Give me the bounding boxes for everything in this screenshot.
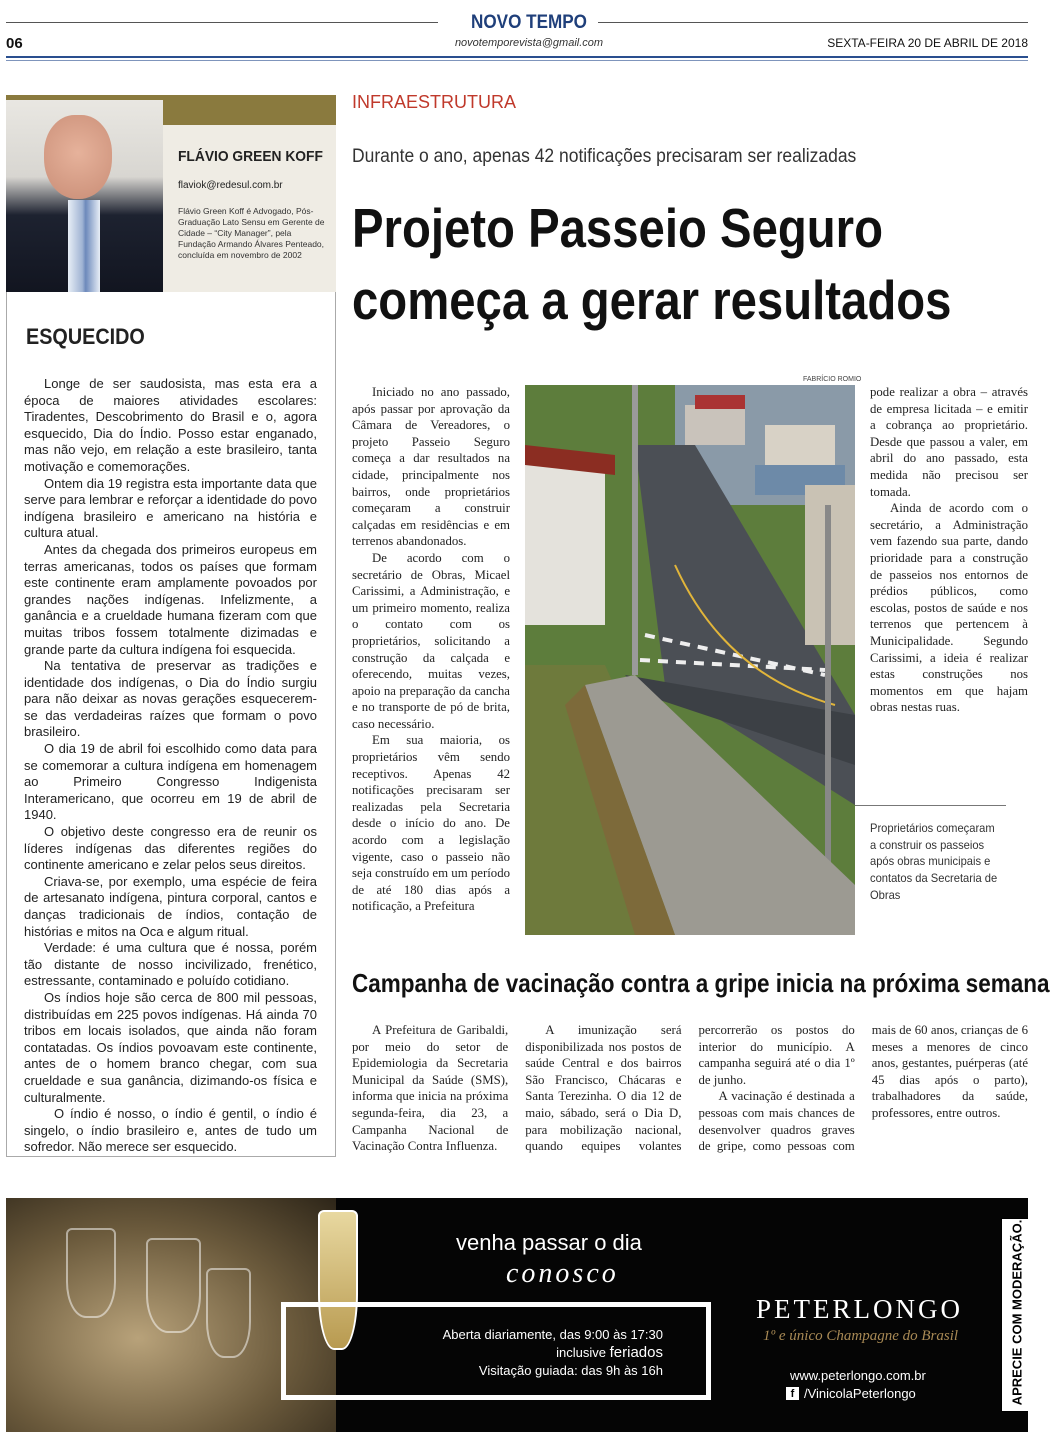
paragraph: Ainda de acordo com o secretário, a Administração vem fazendo sua parte, dando prioridade para a construção de passeios nos entornos de prédios públicos, como escolas, postos de saúde e nos terrenos que pertencem à Municipalidade. Segundo Carissimi, a ideia é realizar estas construções nos momentos em que hajam obras nestas ruas. <box>870 501 1028 715</box>
ad-website-link[interactable]: www.peterlongo.com.br <box>790 1368 926 1383</box>
paragraph: A imunização será disponibilizada nos postos de saúde Central e dos bairros São Francisco, Chácaras e Santa Terezinha. O dia 12 de maio, sábado, será o Dia D, para mobilização nacional, quando equipes volantes percorrerão os postos do interior do município. A campanha seguirá até o dia 1º de junho. <box>525 1023 855 1154</box>
headline-line: começa a gerar resultados <box>352 269 952 331</box>
author-name: FLÁVIO GREEN KOFF <box>178 148 323 165</box>
article-column-1 <box>352 384 510 915</box>
paragraph: Verdade: é uma cultura que é nossa, porém tão distante de nosso incivilizado, frenético, estressante, contaminado e poluído cotidiano. <box>24 940 317 989</box>
headline-line: Projeto Passeio Seguro <box>352 197 883 259</box>
paragraph: Antes da chegada dos primeiros europeus em terras americanas, todos os países que formam este continente eram amplamente povoados por grandes nações indígenas. Infelizmente, a ganância e a crueldade humana fizeram com que muitas tribos fossem totalmente dizimadas e grande parte da cultura indígena foi esquecida. <box>24 541 317 657</box>
section-kicker: INFRAESTRUTURA <box>352 92 517 112</box>
peterlongo-advertisement[interactable] <box>6 1198 1028 1432</box>
article-column-3 <box>870 384 1028 716</box>
paragraph: De acordo com o secretário de Obras, Micael Carissimi, a Administração, e um primeiro momento, realiza o contato com os proprietários, solicitando a construção da calçada e oferecendo, muitas vezes, apoio na preparação da cancha e no transporte de pó de brita, caso necessário. <box>352 550 510 731</box>
hours-line: Aberta diariamente, das 9:00 às 17:30 <box>442 1327 663 1342</box>
paragraph: Ontem dia 19 registra esta importante data que serve para lembrar e reforçar a identidade do povo indígena brasileiro e americano na história e cultura atual. <box>24 475 317 541</box>
alcohol-warning <box>1001 1218 1028 1412</box>
paragraph: O objetivo deste congresso era de reunir os líderes indígenas das diferentes regiões do continente americano e zelar pelos seus direitos. <box>24 824 317 873</box>
paragraph: Os índios hoje são cerca de 800 mil pessoas, distribuídas em 225 povos indígenas. Há ainda 70 tribos em locais isolados, que ainda não foram contatadas. Os índios povoavam este continente, antes de o homem branco chegar, com sua crueldade e sua ganância, dizimando-os física e culturalmente. <box>24 989 317 1105</box>
caption-rule <box>855 805 1006 806</box>
paragraph: A Prefeitura de Garibaldi, por meio do setor de Epidemiologia da Secretaria Municipal da Saúde (SMS), informa que inicia na próxima segunda-feira, dia 23, a Campanha Nacional de Vacinação Contra Influenza. <box>352 1023 509 1154</box>
paragraph: Na tentativa de preservar as tradições e identidade dos indígenas, o Dia do Índio surgiu para não deixar as novas gerações esquecerem-se das verdadeiras raízes que formam o povo brasileiro. <box>24 658 317 740</box>
header-divider <box>6 60 1028 61</box>
photo-credit: FABRÍCIO ROMIO <box>803 376 862 383</box>
paragraph: Em sua maioria, os proprietários vêm sendo receptivos. Apenas 42 notificações precisaram ser realizadas pela Secretaria desde o início do ano. De acordo com a legislação vigente, caso o passeio não seja construído em um período de até 180 dias após a notificação, a Prefeitura <box>352 733 510 914</box>
paragraph: Longe de ser saudosista, mas esta era a época de maiores atividades escolares: Tiradentes, Descobrimento do Brasil e o, agora esquecido, Dia do Índio. Posso estar enganado, mas não vejo, em relação a este brasileiro, tanta motivação e comemorações. <box>24 376 317 474</box>
peterlongo-logo: PETERLONGO <box>756 1294 963 1324</box>
column-body <box>24 376 317 1156</box>
newspaper-email: novotemporevista@gmail.com <box>454 37 604 49</box>
hours-text: inclusive <box>556 1345 610 1360</box>
paragraph: O dia 19 de abril foi escolhido como data para se comemorar a cultura indígena em homenagem ao Primeiro Congresso Indigenista Interamericano, que ocorreu em 19 de abril de 1940. <box>24 741 317 823</box>
author-bio: Flávio Green Koff é Advogado, Pós-Graduação Lato Sensu em Gerente de Cidade – “City Manager”, pela Fundação Armando Álvares Penteado, concluída em novembro de 2002 <box>178 206 325 260</box>
ad-facebook-link[interactable] <box>786 1386 916 1401</box>
brand-tagline: 1º e único Champagne do Brasil <box>763 1328 959 1344</box>
paragraph: pode realizar a obra – através de empresa licitada – e emitir a cobrança ao proprietário. Desde que passou a valer, em abril do ano passado, esta medida não precisou ser tomada. <box>870 385 1028 499</box>
header-divider <box>6 56 1028 58</box>
article-subtitle: Durante o ano, apenas 42 notificações precisaram ser realizadas <box>352 146 857 167</box>
hours-line <box>281 1344 663 1362</box>
warning-text: APRECIE COM MODERAÇÃO. <box>1009 1219 1025 1406</box>
paragraph: Iniciado no ano passado, após passar por aprovação da Câmara de Vereadores, o projeto Passeio Seguro começa a dar resultados na cidade, principalmente nos bairros, onde proprietários começaram a construir calçadas em residências e em terrenos abandonados. <box>352 385 510 549</box>
newspaper-title: NOVO TEMPO <box>471 12 587 33</box>
author-email: flaviok@redesul.com.br <box>178 180 283 191</box>
ad-slogan-line1: venha passar o dia <box>456 1230 642 1255</box>
paragraph: O índio é nosso, o índio é gentil, o índio é singelo, o índio brasileiro e, antes de tudo um sofredor. Não merece ser esquecido. <box>24 1106 317 1155</box>
ad-slogan-line2: conosco <box>506 1258 619 1289</box>
article2-body <box>352 1022 1028 1162</box>
article-headline <box>352 192 951 336</box>
author-photo <box>6 100 163 292</box>
paragraph: Criava-se, por exemplo, uma espécie de feira de artesanato indígena, pintura corporal, cantos e danças tradicionais de índios, contação de histórias e mitos na Oca e algum ritual. <box>24 873 317 939</box>
facebook-icon: f <box>786 1387 799 1400</box>
issue-date: SEXTA-FEIRA 20 DE ABRIL DE 2018 <box>827 36 1028 50</box>
article2-headline: Campanha de vacinação contra a gripe inicia na próxima semana <box>352 968 1050 998</box>
hours-emphasis: feriados <box>609 1344 663 1361</box>
article-photo-street <box>525 385 855 935</box>
column-title: ESQUECIDO <box>26 324 145 349</box>
ad-hours <box>281 1326 663 1380</box>
hours-line: Visitação guiada: das 9h às 16h <box>478 1363 663 1378</box>
photo-caption: Proprietários começaram a construir os passeios após obras municipais e contatos da Secretaria de Obras <box>870 821 998 902</box>
paragraph: A vacinação é destinada a pessoas com mais chances de desenvolver quadros graves de gripe, como pessoas com mais de 60 anos, crianças de 6 meses a menores de cinco anos, gestantes, puérperas (até 45 dias após o parto), trabalhadores da saúde, professores, entre outros. <box>698 1023 1028 1154</box>
facebook-handle: /VinicolaPeterlongo <box>804 1386 916 1401</box>
page-number: 06 <box>6 35 23 52</box>
